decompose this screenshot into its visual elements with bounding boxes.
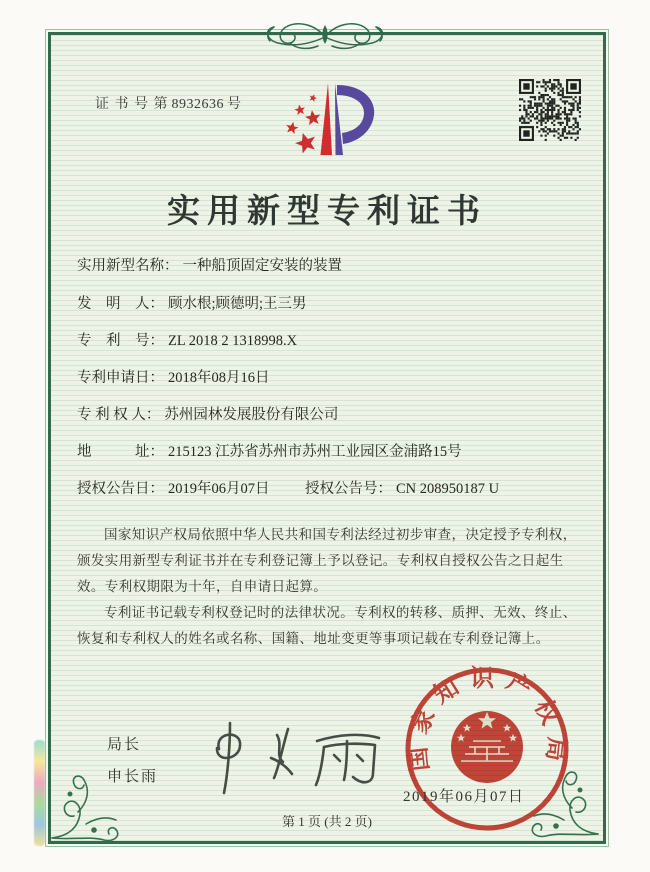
field-colon: ：: [164, 258, 179, 274]
field-value: 2018年08月16日: [168, 370, 270, 386]
legal-text: [77, 522, 585, 652]
certificate-fields: [77, 254, 585, 514]
field-grant-number: [305, 477, 499, 498]
field-colon: ：: [377, 481, 392, 497]
certificate-number-value: 8932636: [171, 97, 224, 112]
field-label: 授权公告日: [77, 481, 150, 497]
cnipa-logo-icon: [251, 71, 411, 181]
field-colon: ：: [145, 407, 161, 423]
field-row-inventors: [77, 292, 585, 314]
qr-code-icon: [519, 79, 581, 141]
top-border-flourish-icon: [230, 17, 420, 53]
seal-date: 2019年06月07日: [403, 789, 525, 805]
field-colon: ：: [149, 370, 164, 386]
field-label: 专利申请日: [77, 370, 150, 386]
field-value: ZL 2018 2 1318998.X: [168, 333, 298, 349]
field-row-grant-date: [77, 477, 585, 499]
legal-paragraph-1: 国家知识产权局依照中华人民共和国专利法经过初步审查，决定授予专利权，颁发实用新型专利证书并在专利登记簿上予以登记。专利权自授权公告之日起生效。专利权期限为十年，自申请日起算。: [77, 527, 577, 594]
field-value: CN 208950187 U: [396, 481, 500, 497]
field-colon: ：: [149, 481, 164, 497]
field-value: 2019年06月07日: [168, 481, 270, 497]
field-row-patent-number: [77, 329, 585, 351]
field-value: 苏州园林发展股份有限公司: [164, 407, 339, 423]
field-row-patentee: [77, 403, 585, 425]
field-label: 发 明 人: [77, 296, 150, 312]
legal-paragraph-2: 专利证书记载专利权登记时的法律状况。专利权的转移、质押、无效、终止、恢复和专利权人的姓名或名称、国籍、地址变更等事项记载在专利登记簿上。: [77, 605, 577, 646]
field-value: 顾水根;顾德明;王三男: [168, 296, 307, 312]
page-number: 第 1 页 (共 2 页): [282, 814, 372, 829]
seal-text: 国家知识产权局: [404, 665, 570, 773]
field-label: 专 利 权 人: [77, 407, 146, 423]
security-strip: [34, 740, 45, 846]
field-value: 215123 江苏省苏州市苏州工业园区金浦路15号: [168, 444, 462, 460]
corner-flourish-icon: [46, 750, 138, 842]
field-row-address: [77, 440, 585, 462]
certificate-number: [77, 77, 242, 129]
field-label: 授权公告号: [305, 481, 378, 497]
certificate-number-suffix: 号: [227, 97, 242, 112]
field-label: 地 址: [77, 444, 150, 460]
signer-title: 局长: [107, 737, 142, 753]
certificate-title: 实用新型专利证书: [167, 194, 487, 230]
field-label: 专 利 号: [77, 333, 150, 349]
handwritten-signature-icon: [189, 717, 404, 802]
field-label: 实用新型名称: [77, 258, 164, 274]
certificate-number-prefix: 证 书 号 第: [95, 97, 169, 112]
corner-flourish-icon: [512, 746, 604, 838]
field-colon: ：: [149, 333, 164, 349]
field-row-filing-date: [77, 366, 585, 388]
field-colon: ：: [149, 296, 164, 312]
field-value: 一种船顶固定安装的装置: [182, 258, 342, 274]
field-colon: ：: [149, 444, 164, 460]
certificate-page: [48, 32, 606, 844]
field-row-name: [77, 254, 585, 276]
signer-name: 申长雨: [107, 769, 159, 785]
